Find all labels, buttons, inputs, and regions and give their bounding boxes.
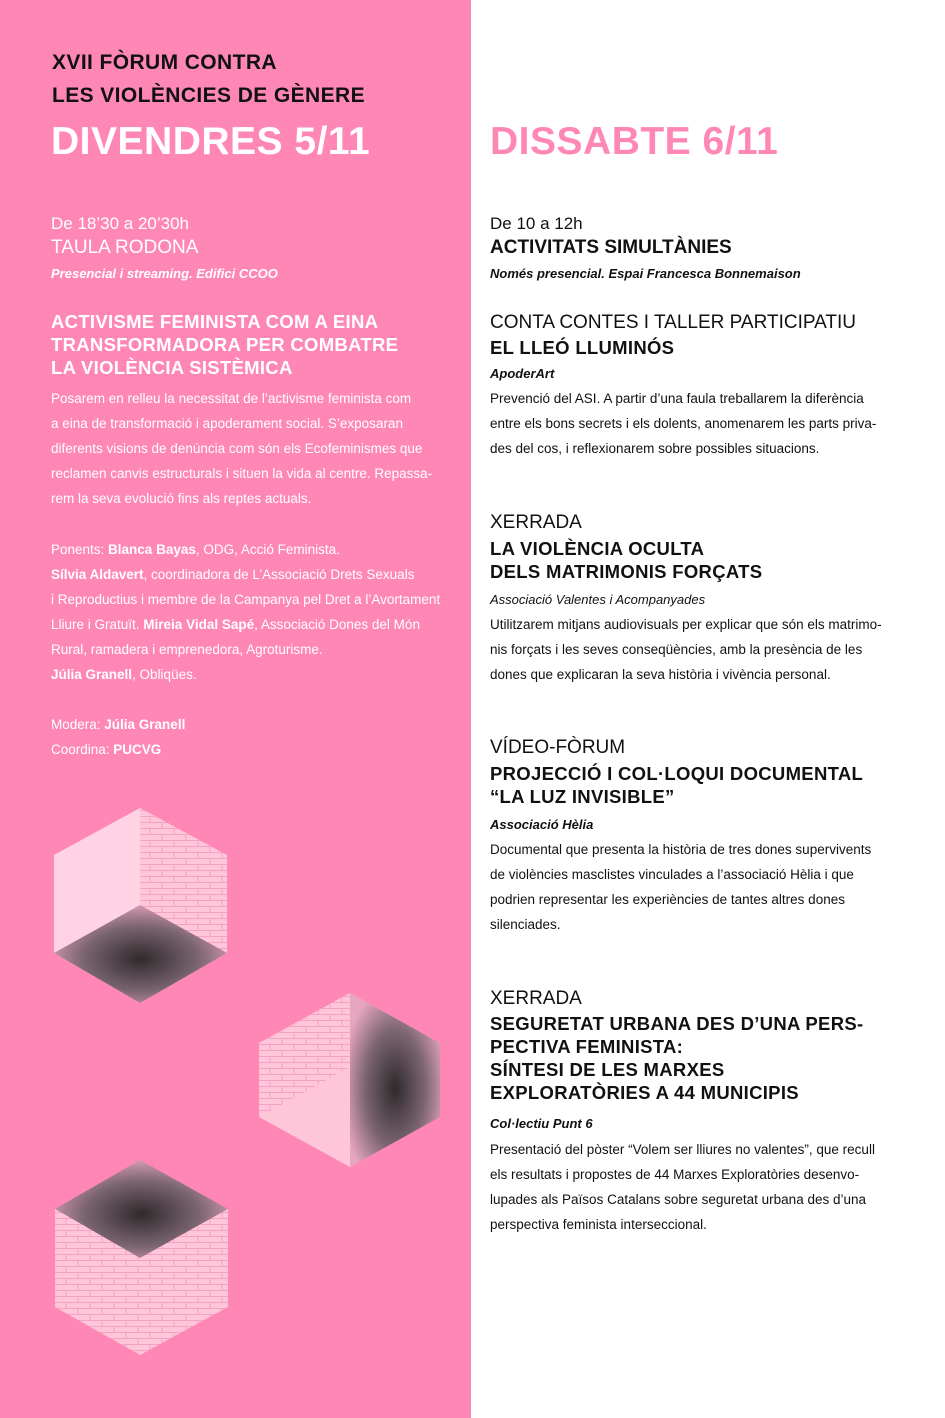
event-type: CONTA CONTES I TALLER PARTICIPATIU	[490, 312, 856, 333]
forum-title: XVII FÒRUM CONTRA LES VIOLÈNCIES DE GÈNERE	[52, 51, 365, 107]
saturday-date-heading: DISSABTE 6/11	[490, 120, 779, 163]
event-description: Utilitzarem mitjans audiovisuals per explicar que són els matrimo- nis forçats i les seves conseqüències, amb la presència de les dones que explicaran la seva història i vivència personal.	[490, 617, 882, 682]
event-title: SEGURETAT URBANA DES D’UNA PERS- PECTIVA FEMINISTA: SÍNTESI DE LES MARXES EXPLORATÒRIES A 44 MUNICIPIS	[490, 1013, 864, 1103]
friday-speakers: Ponents: Blanca Bayas, ODG, Acció Feminista. Sílvia Aldavert, coordinadora de L’Associació Drets Sexuals i Reproductius i membre de la Campanya pel Dret a l’Avortament Lliure i Gratuït. Mireia Vidal Sapé, Associació Dones del Món Rural, ramadera i emprenedora, Agroturisme. Júlia Granell, Obliqües.	[51, 542, 441, 682]
event-title: PROJECCIÓ I COL·LOQUI DOCUMENTAL “LA LUZ INVISIBLE”	[490, 763, 864, 807]
brick-cube-icon	[0, 0, 471, 1418]
saturday-location: Només presencial. Espai Francesca Bonnemaison	[490, 266, 801, 281]
cube-top-left	[54, 808, 227, 1003]
friday-time: De 18’30 a 20’30h	[51, 214, 190, 233]
event-description: Documental que presenta la història de tres dones supervivents de violències masclistes vinculades a l’associació Hèlia i que podrien representar les experiències de tantes altres dones silenciades.	[490, 842, 872, 932]
cube-middle-right	[259, 993, 440, 1167]
event-type: VÍDEO-FÒRUM	[490, 737, 626, 758]
friday-description: Posarem en relleu la necessitat de l’activisme feminista com a eina de transformació i apoderament social. S’exposaran diferents visions de denúncia com són els Ecofeminismes que reclamen canvis estructurals i situen la vida al centre. Repassa- rem la seva evolució fins als reptes actuals.	[51, 391, 433, 506]
event-type: XERRADA	[490, 512, 582, 533]
event-organizer: Associació Valentes i Acompanyades	[490, 592, 706, 607]
friday-event-type: TAULA RODONA	[51, 237, 199, 258]
event-title: LA VIOLÈNCIA OCULTA DELS MATRIMONIS FORÇATS	[490, 538, 763, 582]
event-type: XERRADA	[490, 988, 582, 1009]
event-description: Prevenció del ASI. A partir d’una faula treballarem la diferència entre els bons secrets i els dolents, anomenarem les parts priva- des del cos, i reflexionarem sobre possibles situacions.	[490, 391, 877, 456]
cube-bottom-left	[55, 1160, 228, 1355]
event-organizer: Associació Hèlia	[490, 817, 594, 832]
event-organizer: ApoderArt	[490, 366, 555, 381]
event-description: Presentació del pòster “Volem ser lliures no valentes”, que recull els resultats i propostes de 44 Marxes Exploratòries desenvo- lupades als Països Catalans sobre seguretat urbana des d’una perspectiva feminista interseccional.	[490, 1142, 875, 1232]
friday-moderation: Modera: Júlia Granell Coordina: PUCVG	[51, 717, 186, 757]
event-organizer: Col·lectiu Punt 6	[490, 1116, 593, 1131]
event-title: EL LLEÓ LLUMINÓS	[490, 337, 675, 358]
friday-event-title: ACTIVISME FEMINISTA COM A EINA TRANSFORMADORA PER COMBATRE LA VIOLÈNCIA SISTÈMICA	[51, 311, 399, 378]
saturday-time: De 10 a 12h	[490, 214, 583, 233]
friday-date-heading: DIVENDRES 5/11	[51, 120, 371, 163]
saturday-event-type: ACTIVITATS SIMULTÀNIES	[490, 237, 732, 258]
friday-location: Presencial i streaming. Edifici CCOO	[51, 266, 278, 281]
